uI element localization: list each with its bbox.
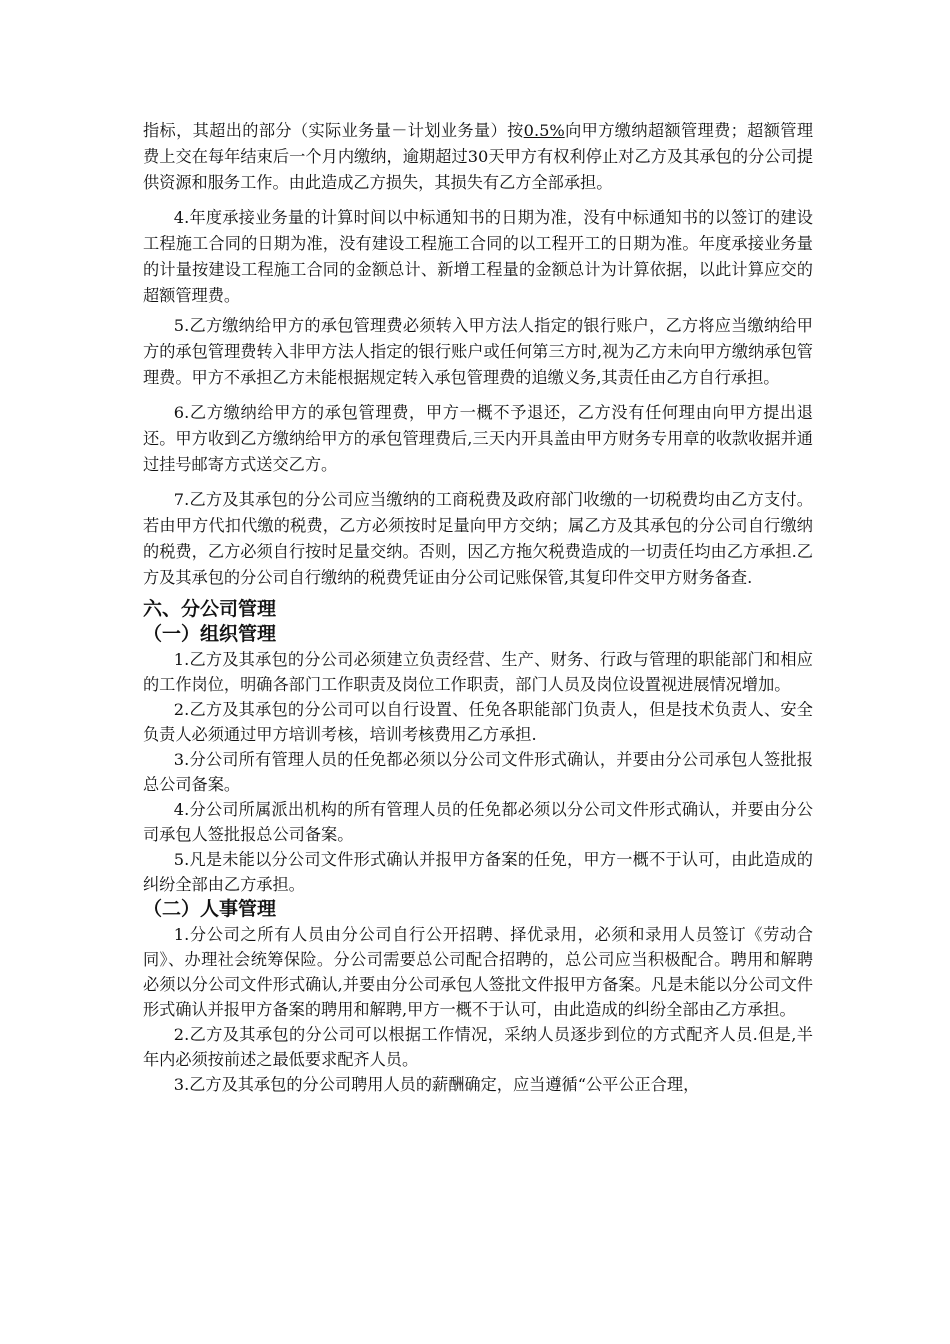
org-clause-4: 4.分公司所属派出机构的所有管理人员的任免都必须以分公司文件形式确认，并要由分公司承包人签批报总公司备案。 <box>143 800 813 844</box>
document-page <box>143 118 813 1097</box>
clause-5-7: 7.乙方及其承包的分公司应当缴纳的工商税费及政府部门收缴的一切税费均由乙方支付。若由甲方代扣代缴的税费，乙方必须按时足量向甲方交纳；属乙方及其承包的分公司自行缴纳的税费，乙方必须自行按时足量交纳。否则，因乙方拖欠税费造成的一切责任均由乙方承担.乙方及其承包的分公司自行缴纳的税费凭证由分公司记账保管,其复印件交甲方财务备查. <box>143 490 813 587</box>
org-clause-1: 1.乙方及其承包的分公司必须建立负责经营、生产、财务、行政与管理的职能部门和相应的工作岗位，明确各部门工作职责及岗位工作职责，部门人员及岗位设置视进展情况增加。 <box>143 650 813 694</box>
hr-clause-2: 2.乙方及其承包的分公司可以根据工作情况，采纳人员逐步到位的方式配齐人员.但是,半年内必须按前述之最低要求配齐人员。 <box>143 1025 813 1069</box>
clause-5-4: 4.年度承接业务量的计算时间以中标通知书的日期为准，没有中标通知书的以签订的建设工程施工合同的日期为准，没有建设工程施工合同的以工程开工的日期为准。年度承接业务量的计量按建设工程施工合同的金额总计、新增工程量的金额总计为计算依据，以此计算应交的超额管理费。 <box>143 208 813 305</box>
intro-paragraph <box>143 118 813 196</box>
intro-text-after: 向甲方缴纳超额管理费；超额管理费上交在每年结束后一个月内缴纳，逾期超过30天甲方有权利停止对乙方及其承包的分公司提供资源和服务工作。由此造成乙方损失，其损失有乙方全部承担。 <box>143 121 814 192</box>
hr-clause-3: 3.乙方及其承包的分公司聘用人员的薪酬确定，应当遵循“公平公正合理， <box>173 1075 700 1094</box>
clause-5-6: 6.乙方缴纳给甲方的承包管理费，甲方一概不予退还，乙方没有任何理由向甲方提出退还。甲方收到乙方缴纳给甲方的承包管理费后,三天内开具盖由甲方财务专用章的收款收据并通过挂号邮寄方式送交乙方。 <box>143 403 813 474</box>
surcharge-rate: 0.5% <box>523 121 565 140</box>
subsection-heading-organization: （一）组织管理 <box>143 623 277 645</box>
org-clause-2: 2.乙方及其承包的分公司可以自行设置、任免各职能部门负责人，但是技术负责人、安全负责人必须通过甲方培训考核，培训考核费用乙方承担. <box>143 700 813 744</box>
org-clause-3: 3.分公司所有管理人员的任免都必须以分公司文件形式确认，并要由分公司承包人签批报总公司备案。 <box>143 750 813 794</box>
org-clause-5: 5.凡是未能以分公司文件形式确认并报甲方备案的任免，甲方一概不于认可，由此造成的纠纷全部由乙方承担。 <box>143 850 813 894</box>
clause-5-5: 5.乙方缴纳给甲方的承包管理费必须转入甲方法人指定的银行账户，乙方将应当缴纳给甲方的承包管理费转入非甲方法人指定的银行账户或任何第三方时,视为乙方未向甲方缴纳承包管理费。甲方不承担乙方未能根据规定转入承包管理费的追缴义务,其责任由乙方自行承担。 <box>143 316 813 387</box>
hr-clause-1: 1.分公司之所有人员由分公司自行公开招聘、择优录用，必须和录用人员签订《劳动合同》、办理社会统筹保险。分公司需要总公司配合招聘的，总公司应当积极配合。聘用和解聘必须以分公司文件形式确认,并要由分公司承包人签批文件报甲方备案。凡是未能以分公司文件形式确认并报甲方备案的聘用和解聘,甲方一概不于认可，由此造成的纠纷全部由乙方承担。 <box>143 925 813 1019</box>
subsection-heading-personnel: （二）人事管理 <box>143 898 277 920</box>
intro-text-before: 指标，其超出的部分（实际业务量－计划业务量）按 <box>143 121 524 140</box>
section-heading-branch-management: 六、分公司管理 <box>143 598 277 620</box>
